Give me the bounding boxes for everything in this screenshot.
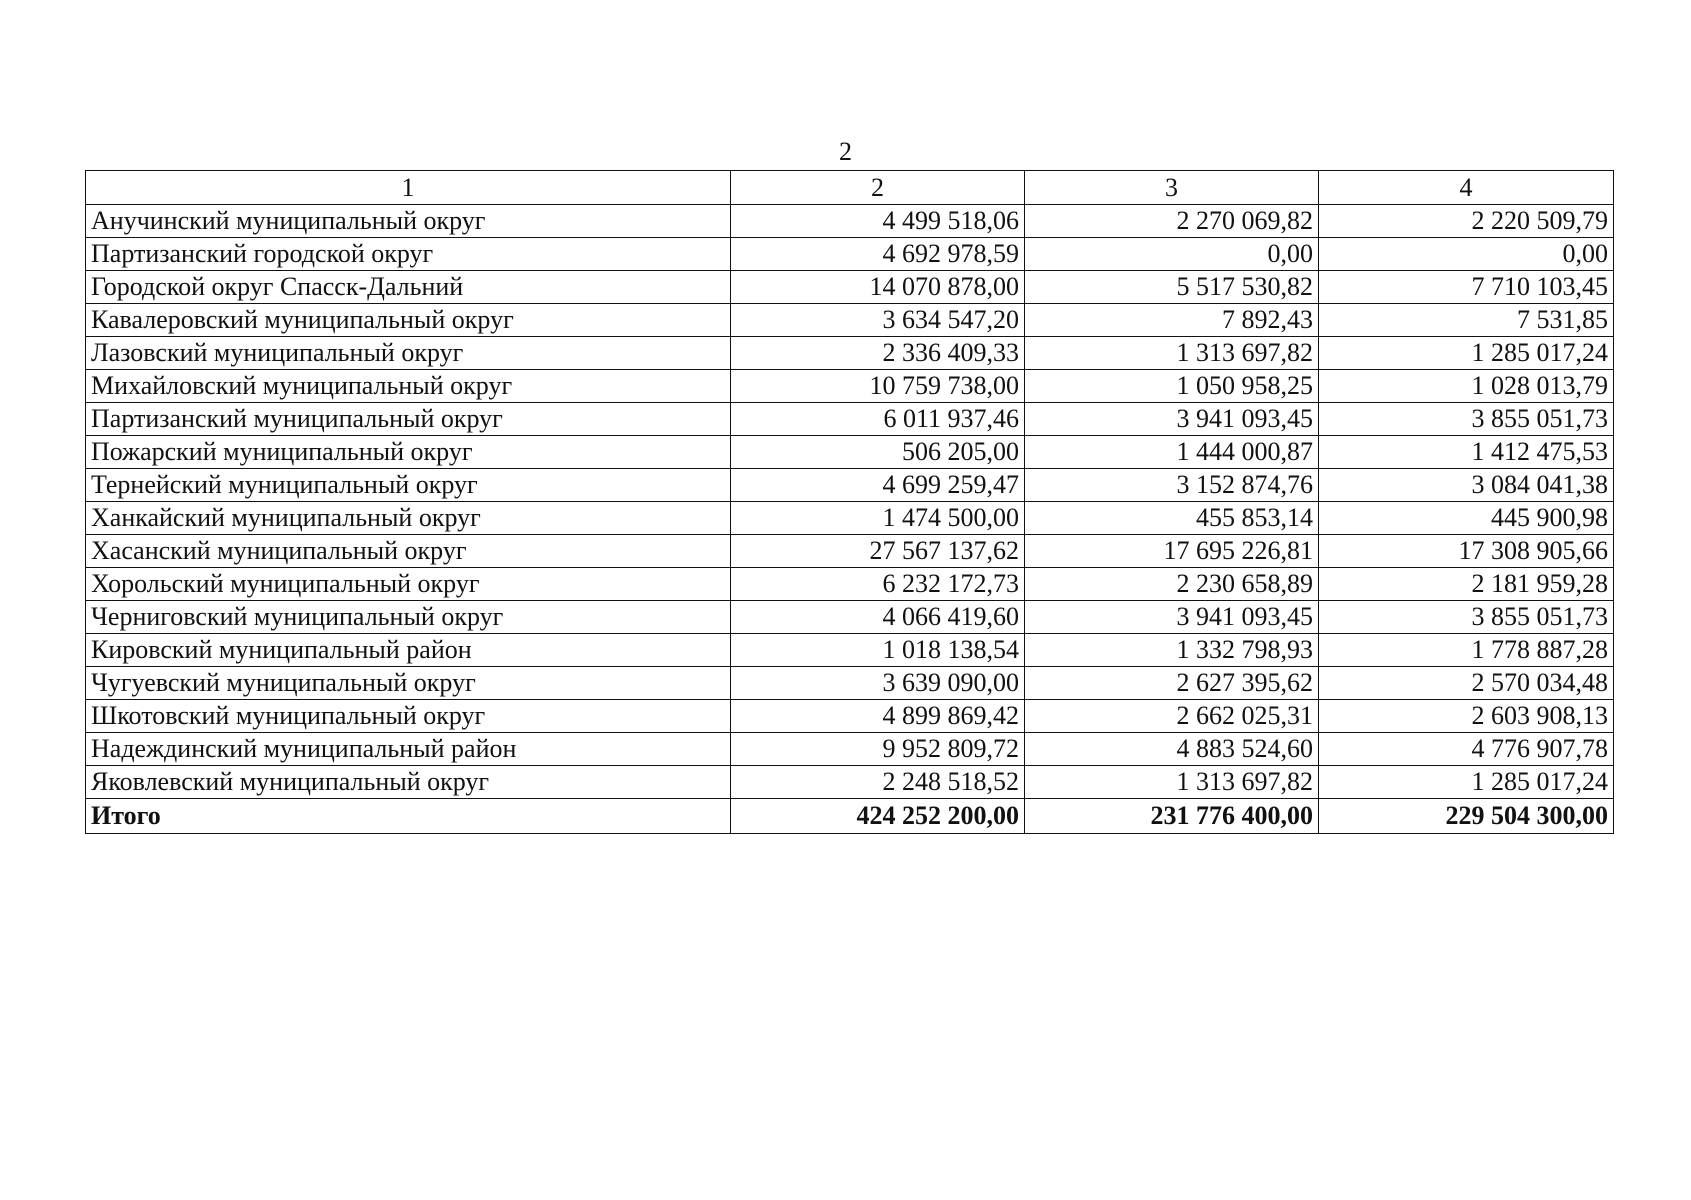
value-col2-cell: 4 699 259,47 [731, 469, 1025, 502]
value-col2-cell: 27 567 137,62 [731, 535, 1025, 568]
municipality-name-cell: Черниговский муниципальный округ [86, 601, 731, 634]
value-col4-cell: 4 776 907,78 [1319, 733, 1614, 766]
table-row [86, 403, 1614, 436]
value-col2-cell: 6 011 937,46 [731, 403, 1025, 436]
table-row [86, 469, 1614, 502]
value-col2-cell: 506 205,00 [731, 436, 1025, 469]
value-col4-cell: 0,00 [1319, 238, 1614, 271]
table-row [86, 766, 1614, 799]
value-col2-cell: 4 499 518,06 [731, 205, 1025, 238]
value-col3-cell: 1 050 958,25 [1025, 370, 1319, 403]
value-col3-cell: 1 332 798,93 [1025, 634, 1319, 667]
data-table [85, 170, 1614, 834]
value-col4-cell: 3 084 041,38 [1319, 469, 1614, 502]
value-col3-cell: 1 313 697,82 [1025, 766, 1319, 799]
value-col3-cell: 0,00 [1025, 238, 1319, 271]
table-row [86, 667, 1614, 700]
value-col2-cell: 6 232 172,73 [731, 568, 1025, 601]
value-col4-cell: 2 181 959,28 [1319, 568, 1614, 601]
municipality-name-cell: Надеждинский муниципальный район [86, 733, 731, 766]
municipality-name-cell: Хасанский муниципальный округ [86, 535, 731, 568]
value-col3-cell: 2 270 069,82 [1025, 205, 1319, 238]
value-col4-cell: 2 603 908,13 [1319, 700, 1614, 733]
column-header-3: 3 [1025, 171, 1319, 205]
value-col3-cell: 2 627 395,62 [1025, 667, 1319, 700]
table-row [86, 370, 1614, 403]
value-col3-cell: 1 444 000,87 [1025, 436, 1319, 469]
value-col4-cell: 1 028 013,79 [1319, 370, 1614, 403]
value-col4-cell: 2 220 509,79 [1319, 205, 1614, 238]
value-col3-cell: 5 517 530,82 [1025, 271, 1319, 304]
municipality-name-cell: Кавалеровский муниципальный округ [86, 304, 731, 337]
table-row [86, 568, 1614, 601]
value-col4-cell: 445 900,98 [1319, 502, 1614, 535]
value-col2-cell: 10 759 738,00 [731, 370, 1025, 403]
value-col3-cell: 17 695 226,81 [1025, 535, 1319, 568]
value-col3-cell: 455 853,14 [1025, 502, 1319, 535]
column-header-2: 2 [731, 171, 1025, 205]
table-row [86, 535, 1614, 568]
value-col2-cell: 9 952 809,72 [731, 733, 1025, 766]
value-col4-cell: 7 710 103,45 [1319, 271, 1614, 304]
total-col3-cell: 231 776 400,00 [1025, 799, 1319, 834]
municipality-name-cell: Лазовский муниципальный округ [86, 337, 731, 370]
value-col2-cell: 3 639 090,00 [731, 667, 1025, 700]
column-header-1: 1 [86, 171, 731, 205]
value-col3-cell: 2 662 025,31 [1025, 700, 1319, 733]
value-col3-cell: 3 941 093,45 [1025, 601, 1319, 634]
table-row [86, 337, 1614, 370]
municipality-name-cell: Кировский муниципальный район [86, 634, 731, 667]
table-row [86, 700, 1614, 733]
municipality-name-cell: Михайловский муниципальный округ [86, 370, 731, 403]
value-col3-cell: 3 941 093,45 [1025, 403, 1319, 436]
value-col4-cell: 3 855 051,73 [1319, 403, 1614, 436]
total-col2-cell: 424 252 200,00 [731, 799, 1025, 834]
value-col3-cell: 1 313 697,82 [1025, 337, 1319, 370]
municipality-name-cell: Чугуевский муниципальный округ [86, 667, 731, 700]
value-col2-cell: 2 336 409,33 [731, 337, 1025, 370]
value-col2-cell: 3 634 547,20 [731, 304, 1025, 337]
value-col4-cell: 2 570 034,48 [1319, 667, 1614, 700]
value-col3-cell: 2 230 658,89 [1025, 568, 1319, 601]
table-row [86, 271, 1614, 304]
table-row [86, 601, 1614, 634]
municipality-name-cell: Партизанский городской округ [86, 238, 731, 271]
municipality-name-cell: Тернейский муниципальный округ [86, 469, 731, 502]
value-col2-cell: 4 066 419,60 [731, 601, 1025, 634]
table-body [86, 171, 1614, 834]
municipality-name-cell: Ханкайский муниципальный округ [86, 502, 731, 535]
value-col4-cell: 17 308 905,66 [1319, 535, 1614, 568]
table-row [86, 634, 1614, 667]
municipality-name-cell: Хорольский муниципальный округ [86, 568, 731, 601]
total-label-cell: Итого [86, 799, 731, 834]
value-col4-cell: 1 778 887,28 [1319, 634, 1614, 667]
total-row [86, 799, 1614, 834]
value-col4-cell: 1 285 017,24 [1319, 766, 1614, 799]
table-row [86, 304, 1614, 337]
municipality-name-cell: Анучинский муниципальный округ [86, 205, 731, 238]
value-col3-cell: 4 883 524,60 [1025, 733, 1319, 766]
table-row [86, 205, 1614, 238]
table-row [86, 436, 1614, 469]
value-col2-cell: 1 474 500,00 [731, 502, 1025, 535]
value-col4-cell: 1 285 017,24 [1319, 337, 1614, 370]
value-col2-cell: 4 692 978,59 [731, 238, 1025, 271]
page-number: 2 [839, 137, 852, 166]
value-col2-cell: 1 018 138,54 [731, 634, 1025, 667]
municipality-name-cell: Шкотовский муниципальный округ [86, 700, 731, 733]
value-col2-cell: 4 899 869,42 [731, 700, 1025, 733]
value-col4-cell: 3 855 051,73 [1319, 601, 1614, 634]
value-col4-cell: 7 531,85 [1319, 304, 1614, 337]
value-col2-cell: 14 070 878,00 [731, 271, 1025, 304]
table-row [86, 238, 1614, 271]
value-col2-cell: 2 248 518,52 [731, 766, 1025, 799]
municipality-name-cell: Пожарский муниципальный округ [86, 436, 731, 469]
municipality-name-cell: Партизанский муниципальный округ [86, 403, 731, 436]
municipality-name-cell: Городской округ Спасск-Дальний [86, 271, 731, 304]
municipality-name-cell: Яковлевский муниципальный округ [86, 766, 731, 799]
value-col4-cell: 1 412 475,53 [1319, 436, 1614, 469]
total-col4-cell: 229 504 300,00 [1319, 799, 1614, 834]
value-col3-cell: 7 892,43 [1025, 304, 1319, 337]
table-row [86, 733, 1614, 766]
table-row [86, 502, 1614, 535]
table-header-row [86, 171, 1614, 205]
value-col3-cell: 3 152 874,76 [1025, 469, 1319, 502]
column-header-4: 4 [1319, 171, 1614, 205]
